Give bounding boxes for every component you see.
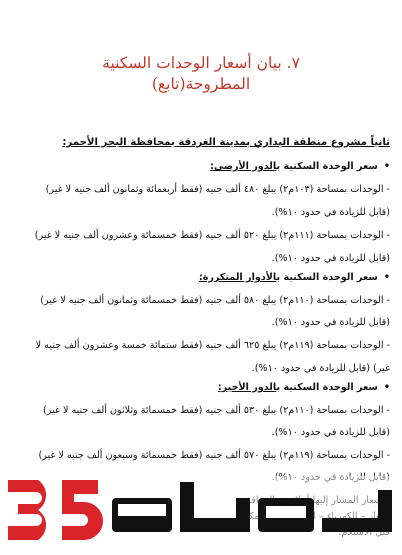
title-line-1: ٧. بيان أسعار الوحدات السكنية xyxy=(102,54,300,72)
logo-digit-3 xyxy=(8,480,46,540)
section-heading: ثانياً مشروع منطقة البداري بمدينة الغردقة بمحافظة البحر الأحمر: xyxy=(62,137,390,148)
floor-label: الأدوار المتكررة: xyxy=(198,272,277,283)
text-line: - الوحدات بمساحة (١٠٣م٢) يبلغ ٤٨٠ ألف جنيه (فقط أربعمائة وثمانون ألف جنيه لا غير) xyxy=(45,184,390,195)
text-line: غير) (قابل للزيادة في حدود ١٠%). xyxy=(251,363,390,374)
logo-digit-5 xyxy=(62,480,103,540)
title-line-2: المطروحة(تابع) xyxy=(151,75,251,93)
text-line: - الوحدات بمساحة (١١٠م٢) يبلغ ٥٣٠ ألف جنيه (فقط خمسمائة وثلاثون ألف جنيه لا غير) xyxy=(42,405,390,416)
text-line: (قابل للزيادة في حدود ١٠%). xyxy=(271,253,390,264)
bullet-icon: • xyxy=(383,382,390,393)
text-line: (قابل للزيادة في حدود ١٠%). xyxy=(271,427,390,438)
price-bullet xyxy=(20,381,390,394)
bullet-text: سعر الوحدة السكنية ب xyxy=(276,161,378,172)
text-line: - الوحدات بمساحة (١١١م٢) يبلغ ٥٢٠ ألف جنيه (فقط خمسمائة وعشرون ألف جنيه لا غير) xyxy=(34,230,390,241)
text-line: (قابل للزيادة في حدود ١٠%). xyxy=(271,317,390,328)
text-line: - الوحدات بمساحة (١١٠م٢) يبلغ ٥٨٠ ألف جنيه (فقط خمسمائة وثمانون ألف جنيه لا غير) xyxy=(40,295,390,306)
site-logo xyxy=(0,468,402,555)
floor-label: الدور الأخير: xyxy=(217,382,277,393)
bullet-text: سعر الوحدة السكنية ب xyxy=(276,272,378,283)
floor-label: الدور الأرضي: xyxy=(210,161,277,172)
text-line: - الوحدات بمساحة (١١٩م٢) يبلغ ٥٧٠ ألف جنيه (فقط خمسمائة وسبعون ألف جنيه لا غير) xyxy=(38,450,390,461)
bullet-text: سعر الوحدة السكنية ب xyxy=(276,382,378,393)
text-line: (قابل للزيادة في حدود ١٠%). xyxy=(271,207,390,218)
price-bullet xyxy=(20,160,390,173)
bullet-icon: • xyxy=(383,161,390,172)
bullet-icon: • xyxy=(383,272,390,283)
text-line: - الوحدات بمساحة (١١٩م٢) يبلغ ٦٢٥ ألف جنيه (فقط ستمائة خمسة وعشرون ألف جنيه لا xyxy=(35,340,390,351)
price-bullet xyxy=(20,271,390,284)
